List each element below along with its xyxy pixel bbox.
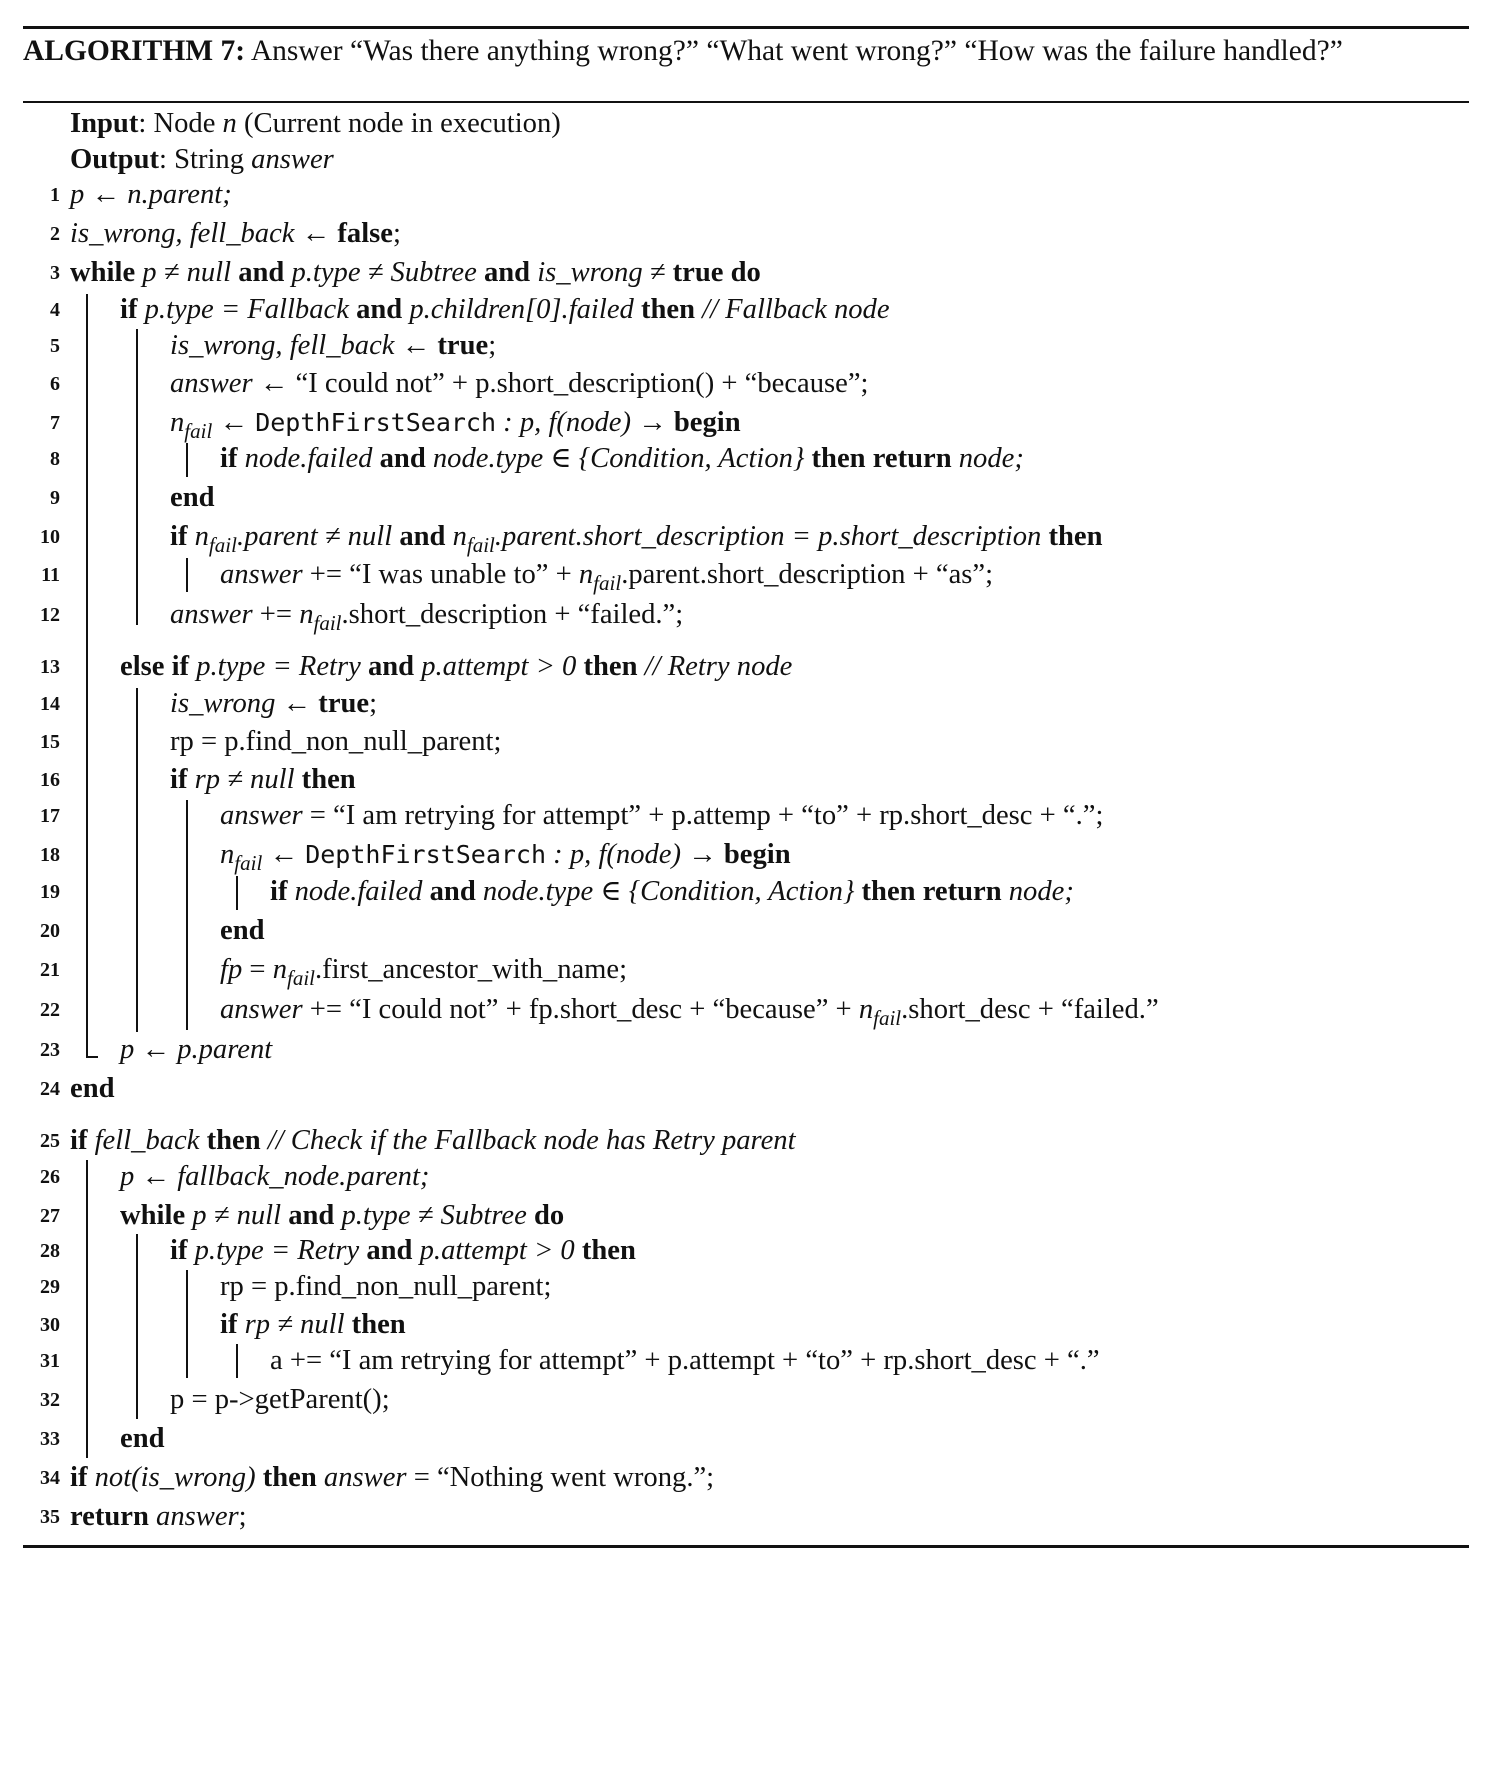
- top-rule: [23, 26, 1469, 29]
- code-subscript: fail: [313, 611, 342, 635]
- keyword: true: [437, 330, 489, 361]
- code-text: .parent.short_description + “as”;: [621, 559, 994, 590]
- code-function: DepthFirstSearch: [255, 408, 497, 437]
- keyword: if: [220, 443, 238, 474]
- code-text: answer: [220, 994, 303, 1025]
- line-number: 8: [50, 448, 60, 470]
- code-comment: // Retry node: [637, 651, 793, 682]
- keyword: if: [70, 1125, 88, 1156]
- code-text: a += “I am retrying for attempt” + p.attempt + “to” + rp.short_desc + “.”: [270, 1345, 1100, 1376]
- code-text: p.type ≠ Subtree: [334, 1200, 534, 1231]
- code-subscript: fail: [593, 571, 622, 595]
- code-text: = “Nothing went wrong.”;: [406, 1462, 715, 1493]
- input-text: : Node: [138, 108, 223, 139]
- code-text: += “I was unable to” +: [302, 559, 579, 590]
- code-line-18: [0, 835, 1492, 875]
- code-text: p ← p.parent: [120, 1034, 273, 1065]
- code-text: ;: [238, 1501, 247, 1532]
- code-line-16: [0, 760, 1492, 800]
- indent-bar-else-retry: [136, 688, 138, 1032]
- code-text: .parent ≠ null: [236, 521, 400, 552]
- line-number: 17: [40, 805, 60, 827]
- indent-bar-if-parent: [186, 558, 188, 592]
- code-comment: // Check if the Fallback node has Retry parent: [260, 1125, 796, 1156]
- input-desc: (Current node in execution): [236, 108, 561, 139]
- keyword: begin: [673, 407, 741, 438]
- code-text: p.type ≠ Subtree: [284, 257, 484, 288]
- keyword: then: [1048, 521, 1103, 552]
- line-number: 6: [50, 373, 60, 395]
- code-text: n: [452, 521, 467, 552]
- indent-bar-if-rp: [186, 800, 188, 1030]
- keyword: then: [581, 1235, 636, 1266]
- line-number: 27: [40, 1205, 60, 1227]
- code-text: += “I could not” + fp.short_desc + “because” +: [302, 994, 859, 1025]
- keyword: then: [861, 876, 916, 907]
- code-text: is_wrong, fell_back: [70, 218, 295, 249]
- code-text: fell_back: [87, 1125, 207, 1156]
- keyword: false: [337, 218, 393, 249]
- code-line-12: [0, 595, 1492, 635]
- code-line-5: 5 is_wrong, fell_back ← true;: [0, 326, 1492, 366]
- keyword: if: [70, 1462, 88, 1493]
- code-line-9: [0, 478, 1492, 518]
- keyword: end: [70, 1073, 115, 1104]
- keyword: return: [872, 443, 952, 474]
- keyword: then: [811, 443, 866, 474]
- keyword: if: [170, 521, 188, 552]
- line-number: 23: [40, 1039, 60, 1061]
- code-text: .first_ancestor_with_name;: [315, 954, 628, 985]
- code-line-35: [0, 1497, 1492, 1537]
- line-number: 29: [40, 1276, 60, 1298]
- keyword: and: [238, 257, 285, 288]
- code-text: n: [299, 599, 314, 630]
- keyword: and: [399, 521, 446, 552]
- code-text: ←: [275, 688, 319, 719]
- algorithm-caption: [23, 30, 1469, 72]
- keyword: end: [220, 915, 265, 946]
- line-number: 5: [50, 335, 60, 357]
- keyword: else if: [120, 651, 190, 682]
- output-text: : String: [159, 144, 252, 175]
- indent-bar-if-fallback: [136, 329, 138, 625]
- code-text: node;: [951, 443, 1024, 474]
- keyword: if: [270, 876, 288, 907]
- keyword: then: [583, 651, 638, 682]
- code-line-25: [0, 1121, 1492, 1161]
- code-subscript: fail: [184, 419, 213, 443]
- line-number: 25: [40, 1130, 60, 1152]
- keyword: while: [70, 257, 136, 288]
- indent-bar-while: [86, 294, 88, 1058]
- keyword: and: [483, 257, 531, 288]
- indent-bar-if-fellback: [86, 1160, 88, 1458]
- code-function: DepthFirstSearch: [305, 840, 547, 869]
- code-line-33: [0, 1419, 1492, 1459]
- code-line-19: [0, 872, 1492, 912]
- line-number: 9: [50, 487, 60, 509]
- code-text: is_wrong ≠: [530, 257, 673, 288]
- line-number: 34: [40, 1467, 60, 1489]
- line-number: 32: [40, 1389, 60, 1411]
- indent-bar-dfs-1: [186, 443, 188, 477]
- keyword: while: [120, 1200, 186, 1231]
- keyword: and: [356, 294, 403, 325]
- code-text: answer: [170, 368, 253, 399]
- caption-rule: [23, 101, 1469, 103]
- code-text: ←: [394, 330, 438, 361]
- bottom-rule: [23, 1545, 1469, 1548]
- input-var: n: [222, 108, 237, 139]
- code-subscript: fail: [466, 533, 495, 557]
- code-text: p.children[0].failed: [402, 294, 641, 325]
- line-number: 12: [40, 604, 60, 626]
- code-text: = “I am retrying for attempt” + p.attemp + “to” + rp.short_desc + “.”;: [302, 800, 1104, 831]
- code-text: answer: [220, 559, 303, 590]
- code-line-7: [0, 403, 1492, 443]
- line-number: 10: [40, 526, 60, 548]
- line-number: 18: [40, 844, 60, 866]
- line-number: 21: [40, 959, 60, 981]
- keyword: return: [70, 1501, 149, 1532]
- code-text: not(is_wrong): [87, 1462, 263, 1493]
- code-text: answer: [220, 800, 303, 831]
- code-text: n: [858, 994, 874, 1025]
- code-text: node.failed: [287, 876, 430, 907]
- code-line-34: [0, 1458, 1492, 1498]
- line-number: 22: [40, 999, 60, 1021]
- code-line-8: [0, 439, 1492, 479]
- code-text: answer: [148, 1501, 239, 1532]
- code-line-27: [0, 1196, 1492, 1236]
- code-comment: // Fallback node: [695, 294, 890, 325]
- code-text: ←: [212, 407, 256, 438]
- code-line-29: [0, 1267, 1492, 1307]
- algorithm-title: Answer “Was there anything wrong?” “What went wrong?” “How was the failure handled?”: [245, 35, 1343, 67]
- line-number: 30: [40, 1314, 60, 1336]
- line-number: 7: [50, 412, 60, 434]
- code-line-22: [0, 990, 1492, 1030]
- code-subscript: fail: [873, 1006, 902, 1030]
- code-line-2: 2 is_wrong, fell_back ← false;: [0, 214, 1492, 254]
- line-number: 31: [40, 1350, 60, 1372]
- code-text: answer: [316, 1462, 407, 1493]
- keyword: and: [379, 443, 426, 474]
- code-text: n: [194, 521, 209, 552]
- code-text: p.attempt > 0: [414, 651, 584, 682]
- algorithm-label: ALGORITHM 7:: [23, 35, 246, 67]
- line-number: 15: [40, 731, 60, 753]
- indent-bar-while-2: [136, 1234, 138, 1419]
- keyword: then: [262, 1462, 317, 1493]
- line-number: 33: [40, 1428, 60, 1450]
- line-number: 24: [40, 1078, 60, 1100]
- line-number: 20: [40, 920, 60, 942]
- indent-tick-while: [86, 1056, 98, 1058]
- code-line-4: [0, 290, 1492, 330]
- code-line-26: [0, 1157, 1492, 1197]
- code-line-23: [0, 1030, 1492, 1070]
- line-number: 16: [40, 769, 60, 791]
- line-number: 28: [40, 1240, 60, 1262]
- code-text: p = p->getParent();: [170, 1384, 390, 1415]
- keyword: and: [288, 1200, 335, 1231]
- code-text: node;: [1001, 876, 1074, 907]
- line-number: 13: [40, 656, 60, 678]
- keyword: then: [206, 1125, 261, 1156]
- code-subscript: fail: [234, 851, 263, 875]
- line-number: 2: [50, 223, 60, 245]
- code-text: n: [170, 407, 185, 438]
- code-text: is_wrong, fell_back: [170, 330, 395, 361]
- code-text: p.type = Retry: [189, 651, 368, 682]
- line-number: 14: [40, 693, 60, 715]
- keyword: and: [429, 876, 476, 907]
- keyword: true: [318, 688, 370, 719]
- code-text: +=: [252, 599, 300, 630]
- code-text: p ≠ null: [185, 1200, 289, 1231]
- line-number: 11: [41, 564, 60, 586]
- code-line-20: [0, 911, 1492, 951]
- code-subscript: fail: [286, 966, 315, 990]
- code-text: : p, f(node) →: [496, 407, 674, 438]
- code-text: fp: [220, 954, 243, 985]
- keyword: if: [220, 1309, 238, 1340]
- line-number: 19: [40, 881, 60, 903]
- line-number: 4: [50, 299, 60, 321]
- code-text: rp = p.find_non_null_parent;: [170, 726, 502, 757]
- code-text: is_wrong: [170, 688, 276, 719]
- code-line-17: [0, 796, 1492, 836]
- keyword: then: [351, 1309, 406, 1340]
- keyword: do: [730, 257, 761, 288]
- code-text: =: [242, 954, 273, 985]
- line-number: 26: [40, 1166, 60, 1188]
- code-text: .short_description + “failed.”;: [341, 599, 684, 630]
- line-number: 1: [50, 184, 60, 206]
- code-line-21: [0, 950, 1492, 990]
- keyword: and: [366, 1235, 413, 1266]
- code-text: .parent.short_description = p.short_description: [494, 521, 1049, 552]
- output-line: [0, 140, 1492, 180]
- code-line-10: [0, 517, 1492, 557]
- code-text: node.type ∈ {Condition, Action}: [475, 876, 862, 907]
- code-text: node.type ∈ {Condition, Action}: [425, 443, 812, 474]
- code-text: node.failed: [237, 443, 380, 474]
- code-text: ← “I could not” + p.short_description() + “because”;: [252, 368, 869, 399]
- keyword: if: [170, 1235, 188, 1266]
- code-text: n: [578, 559, 594, 590]
- code-text: n: [272, 954, 287, 985]
- code-text: p ← n.parent;: [70, 179, 232, 210]
- code-text: .short_desc + “failed.”: [901, 994, 1159, 1025]
- output-var: answer: [251, 144, 334, 175]
- indent-bar-dfs-2: [236, 876, 238, 910]
- indent-bar-if-retry-2: [186, 1270, 188, 1378]
- keyword: and: [367, 651, 415, 682]
- code-line-13: [0, 647, 1492, 687]
- code-text: p.type = Fallback: [137, 294, 357, 325]
- code-line-1: [0, 175, 1492, 215]
- keyword: return: [922, 876, 1002, 907]
- code-line-24: [0, 1069, 1492, 1109]
- code-line-14: 14 is_wrong ← true;: [0, 684, 1492, 724]
- keyword: do: [533, 1200, 565, 1231]
- code-text: p ≠ null: [135, 257, 239, 288]
- input-line: [0, 104, 1492, 144]
- code-line-11: [0, 555, 1492, 595]
- keyword: begin: [723, 839, 791, 870]
- code-text: : p, f(node) →: [546, 839, 724, 870]
- code-subscript: fail: [208, 533, 237, 557]
- code-text: rp ≠ null: [187, 764, 302, 795]
- code-line-3: [0, 253, 1492, 293]
- indent-bar-if-rp-2: [236, 1344, 238, 1378]
- keyword: end: [170, 482, 215, 513]
- code-text: n: [220, 839, 235, 870]
- code-text: ←: [262, 839, 306, 870]
- code-text: rp ≠ null: [237, 1309, 352, 1340]
- code-line-28: [0, 1231, 1492, 1271]
- line-number: 3: [50, 262, 60, 284]
- code-text: ←: [294, 218, 338, 249]
- input-keyword: Input: [70, 108, 139, 139]
- code-text: rp = p.find_non_null_parent;: [220, 1271, 552, 1302]
- output-keyword: Output: [70, 144, 159, 175]
- code-text: answer: [170, 599, 253, 630]
- code-line-32: [0, 1380, 1492, 1420]
- code-line-6: [0, 364, 1492, 404]
- keyword: end: [120, 1423, 165, 1454]
- keyword: if: [170, 764, 188, 795]
- keyword: true: [672, 257, 724, 288]
- code-text: p ← fallback_node.parent;: [120, 1161, 430, 1192]
- code-line-30: [0, 1305, 1492, 1345]
- code-text: p.attempt > 0: [412, 1235, 582, 1266]
- code-text: p.type = Retry: [187, 1235, 367, 1266]
- keyword: then: [301, 764, 356, 795]
- keyword: then: [640, 294, 695, 325]
- line-number: 35: [40, 1506, 60, 1528]
- code-line-15: [0, 722, 1492, 762]
- code-line-31: [0, 1341, 1492, 1381]
- keyword: if: [120, 294, 138, 325]
